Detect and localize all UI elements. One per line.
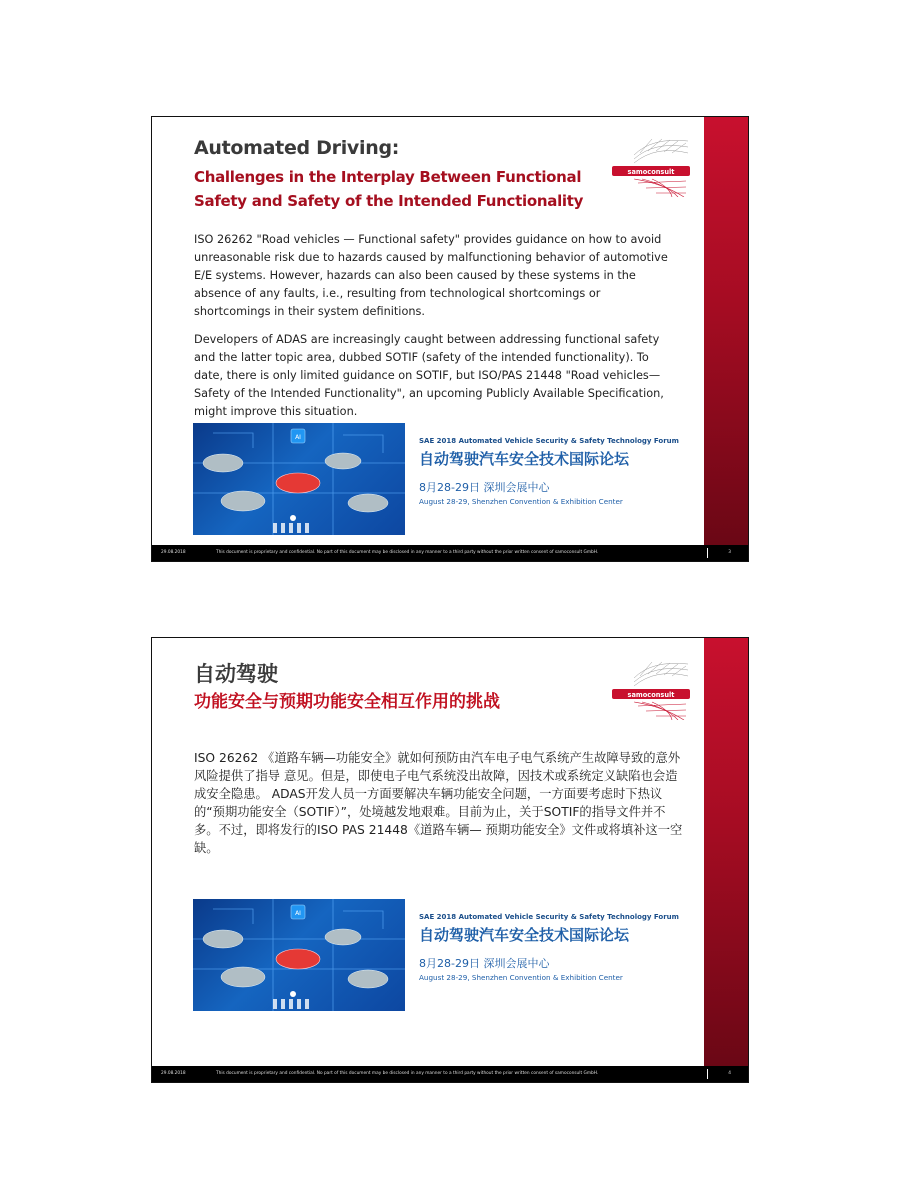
forum-cn-date: 8月28-29日 深圳会展中心 xyxy=(419,481,550,494)
footer-date: 29.08.2018 xyxy=(161,1071,186,1076)
slide-footer xyxy=(152,545,748,561)
body-paragraph: ISO 26262 《道路车辆—功能安全》就如何预防由汽车电子电气系统产生故障导致的意外风险提供了指导 意见。但是，即使电子电气系统没出故障，因技术或系统定义缺陷也会造成安全隐患。 ADAS开发人员一方面要解决车辆功能安全问题，一方面要考虑时下热议的“预期功能安全（SOTIF）”，处境越发地艰难。目前为止，关于SOTIF的指导文件并不多。不过，即将发行的ISO PAS 21448《道路车辆— 预期功能安全》文件或将填补这一空缺。 xyxy=(194,751,683,855)
footer-date: 29.08.2018 xyxy=(161,550,186,555)
forum-banner xyxy=(193,423,679,535)
body-paragraph: ISO 26262 "Road vehicles — Functional safety" provides guidance on how to avoid unreasonable risk due to hazards caused by malfunctioning behavior of automotive E/E systems. However, hazards can also been caused by these systems in the absence of any faults, i.e., resulting from technological shortcomings or shortcomings in their system definitions. xyxy=(194,233,668,318)
footer-separator xyxy=(707,548,709,558)
subtitle-line: Challenges in the Interplay Between Functional xyxy=(194,168,582,186)
footer-confidential: This document is proprietary and confidential. No part of this document may be disclosed in any manner to a third party without the prior written consent of samoconsult GmbH. xyxy=(216,550,599,555)
forum-info xyxy=(419,913,679,982)
forum-en-date: August 28-29, Shenzhen Convention & Exhibition Center xyxy=(419,497,623,506)
slide-4 xyxy=(151,637,749,1083)
slide-title: Automated Driving: xyxy=(194,137,400,159)
red-side-bar xyxy=(704,638,748,1068)
ai-badge: AI xyxy=(295,910,301,917)
forum-cn-title: 自动驾驶汽车安全技术国际论坛 xyxy=(419,926,630,944)
subtitle-line: Safety and Safety of the Intended Functionality xyxy=(194,192,584,210)
footer-separator xyxy=(707,1069,709,1079)
forum-en-date: August 28-29, Shenzhen Convention & Exhibition Center xyxy=(419,973,623,982)
logo-text: samoconsult xyxy=(627,168,675,176)
forum-name: SAE 2018 Automated Vehicle Security & Safety Technology Forum xyxy=(419,437,679,445)
samoconsult-logo xyxy=(612,658,690,720)
slide-subtitle xyxy=(194,165,614,213)
autonomous-cars-image xyxy=(193,899,405,1011)
slide-title: 自动驾驶 xyxy=(194,662,278,686)
forum-info xyxy=(419,437,679,506)
slide-footer xyxy=(152,1066,748,1082)
slide-body xyxy=(194,231,672,431)
body-paragraph: Developers of ADAS are increasingly caught between addressing functional safety and the latter topic area, dubbed SOTIF (safety of the intended functionality). To date, there is only limited guidance on SOTIF, but ISO/PAS 21448 "Road vehicles— Safety of the Intended Functionality", an upcoming Publicly Available Specification, might improve this situation. xyxy=(194,333,664,418)
forum-cn-title: 自动驾驶汽车安全技术国际论坛 xyxy=(419,450,630,468)
footer-page-number: 4 xyxy=(728,1071,731,1076)
forum-cn-date: 8月28-29日 深圳会展中心 xyxy=(419,957,550,970)
forum-banner xyxy=(193,899,679,1011)
footer-confidential: This document is proprietary and confidential. No part of this document may be disclosed in any manner to a third party without the prior written consent of samoconsult GmbH. xyxy=(216,1071,599,1076)
slide-body xyxy=(194,749,684,857)
footer-page-number: 3 xyxy=(728,550,731,555)
samoconsult-logo xyxy=(612,135,690,197)
forum-name: SAE 2018 Automated Vehicle Security & Safety Technology Forum xyxy=(419,913,679,921)
autonomous-cars-image xyxy=(193,423,405,535)
slide-subtitle: 功能安全与预期功能安全相互作用的挑战 xyxy=(194,692,500,712)
slide-3 xyxy=(151,116,749,562)
ai-badge: AI xyxy=(295,434,301,441)
red-side-bar xyxy=(704,117,748,547)
logo-text: samoconsult xyxy=(627,691,675,699)
